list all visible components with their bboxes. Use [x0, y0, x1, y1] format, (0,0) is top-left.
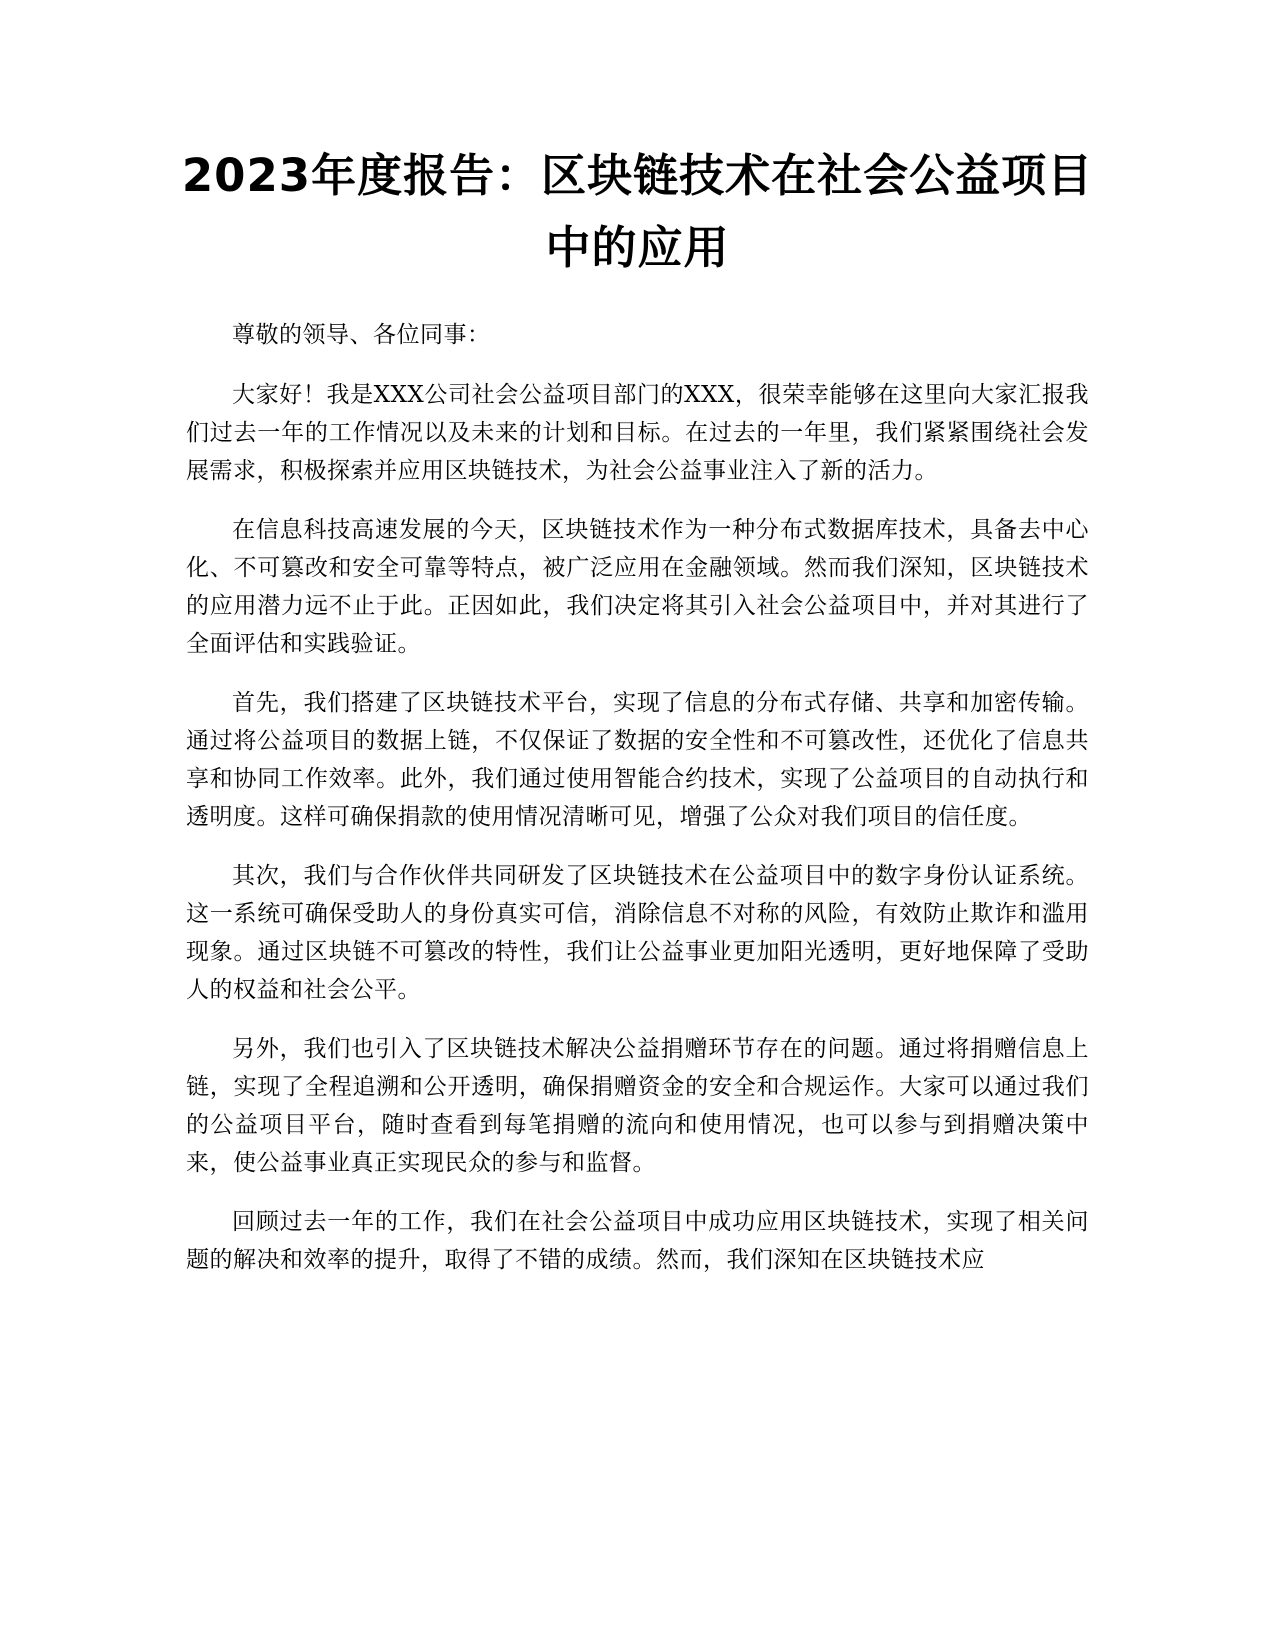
body-paragraph: 首先，我们搭建了区块链技术平台，实现了信息的分布式存储、共享和加密传输。通过将公益项目的数据上链，不仅保证了数据的安全性和不可篡改性，还优化了信息共享和协同工作效率。此外，我们通过使用智能合约技术，实现了公益项目的自动执行和透明度。这样可确保捐款的使用情况清晰可见，增强了公众对我们项目的信任度。: [186, 690, 1089, 830]
title-line-1: 2023年度报告：区块链技术在社会公益项目: [181, 149, 1094, 202]
body-paragraph: 大家好！我是XXX公司社会公益项目部门的XXX，很荣幸能够在这里向大家汇报我们过去一年的工作情况以及未来的计划和目标。在过去的一年里，我们紧紧围绕社会发展需求，积极探索并应用区块链技术，为社会公益事业注入了新的活力。: [186, 382, 1089, 484]
document-body: [186, 316, 1089, 1300]
greeting-paragraph: 尊敬的领导、各位同事：: [232, 322, 491, 348]
body-paragraph: 其次，我们与合作伙伴共同研发了区块链技术在公益项目中的数字身份认证系统。这一系统可确保受助人的身份真实可信，消除信息不对称的风险，有效防止欺诈和滥用现象。通过区块链不可篡改的特性，我们让公益事业更加阳光透明，更好地保障了受助人的权益和社会公平。: [186, 863, 1089, 1003]
body-paragraph: 另外，我们也引入了区块链技术解决公益捐赠环节存在的问题。通过将捐赠信息上链，实现了全程追溯和公开透明，确保捐赠资金的安全和合规运作。大家可以通过我们的公益项目平台，随时查看到每笔捐赠的流向和使用情况，也可以参与到捐赠决策中来，使公益事业真正实现民众的参与和监督。: [186, 1036, 1089, 1176]
document-title: [150, 140, 1125, 284]
title-line-2: 中的应用: [545, 221, 730, 274]
body-paragraph: 回顾过去一年的工作，我们在社会公益项目中成功应用区块链技术，实现了相关问题的解决和效率的提升，取得了不错的成绩。然而，我们深知在区块链技术应: [186, 1209, 1089, 1273]
body-paragraph: 在信息科技高速发展的今天，区块链技术作为一种分布式数据库技术，具备去中心化、不可篡改和安全可靠等特点，被广泛应用在金融领域。然而我们深知，区块链技术的应用潜力远不止于此。正因如此，我们决定将其引入社会公益项目中，并对其进行了全面评估和实践验证。: [186, 517, 1089, 657]
